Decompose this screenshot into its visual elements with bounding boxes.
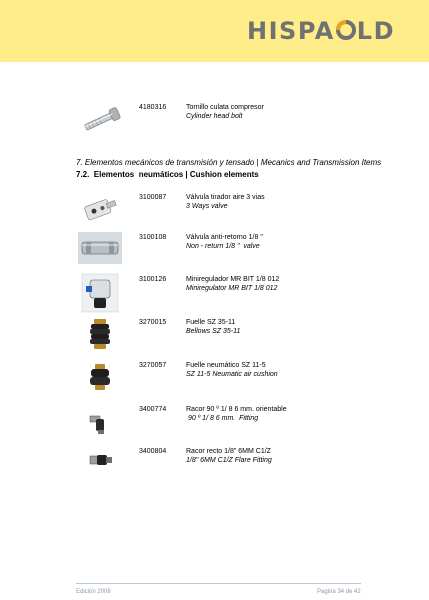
- part-code: 3270015: [139, 319, 167, 326]
- footer-page-number: Pagina 34 de 42: [317, 589, 361, 595]
- part-name-en: 1/8" 6MM C1/Z Flare Fitting: [186, 457, 272, 464]
- section-7-heading: 7. Elementos mecánicos de transmisión y tensado | Mecanics and Transmission Items: [76, 158, 382, 167]
- check-valve-icon: [76, 230, 124, 270]
- bolt-icon: [78, 100, 126, 140]
- part-name-es: Válvula tirador aire 3 vias: [186, 194, 265, 201]
- part-name-es: Racor 90 º 1/ 8 6 mm. orientable: [186, 406, 287, 413]
- part-row: [0, 100, 429, 150]
- part-name-es: Fuelle neumático SZ 11-5: [186, 362, 266, 369]
- part-name-en: Bellows SZ 35-11: [186, 328, 241, 335]
- part-code: 3100108: [139, 234, 167, 241]
- part-name-es: Fuelle SZ 35-11: [186, 319, 236, 326]
- part-name-es: Miniregulador MR BIT 1/8 012: [186, 276, 280, 283]
- valve-icon: [76, 190, 124, 230]
- logo-text-right: LD: [356, 17, 395, 45]
- part-code: 3400804: [139, 448, 167, 455]
- section-7-2-heading: 7.2. Elementos neumáticos | Cushion elements: [76, 170, 259, 179]
- footer-edition: Edición 2008: [76, 589, 111, 595]
- part-name-en: Cylinder head bolt: [186, 113, 243, 120]
- part-name-en: SZ 11-5 Neumatic air cushion: [186, 371, 278, 378]
- part-name-es: Racor recto 1/8" 6MM C1/Z: [186, 448, 271, 455]
- part-name-en: Non - return 1/8 " valve: [186, 243, 260, 250]
- part-name-es: Válvula anti-retorno 1/8 ": [186, 234, 263, 241]
- part-name-es: Tornillo culata compresor: [186, 104, 264, 111]
- part-name-en: 3 Ways valve: [186, 203, 228, 210]
- part-row: [0, 358, 429, 408]
- part-name-en: Miniregulator MR BIT 1/8 012: [186, 285, 278, 292]
- part-code: 3100126: [139, 276, 167, 283]
- brand-logo: [247, 17, 395, 45]
- header-band: [0, 0, 429, 62]
- footer-divider: [76, 583, 361, 584]
- air-cushion-icon: [76, 358, 124, 398]
- part-row: [0, 444, 429, 494]
- logo-ring-icon: [335, 19, 357, 41]
- part-code: 3270057: [139, 362, 167, 369]
- bellows-icon: [76, 315, 124, 355]
- elbow-fitting-icon: [76, 402, 124, 442]
- part-name-en: 90 º 1/ 8 6 mm. Fitting: [186, 415, 259, 422]
- part-code: 3400774: [139, 406, 167, 413]
- straight-fitting-icon: [76, 444, 124, 484]
- regulator-icon: [76, 270, 124, 314]
- logo-text-left: HISPA: [247, 17, 335, 45]
- part-code: 4180316: [139, 104, 167, 111]
- part-code: 3100087: [139, 194, 167, 201]
